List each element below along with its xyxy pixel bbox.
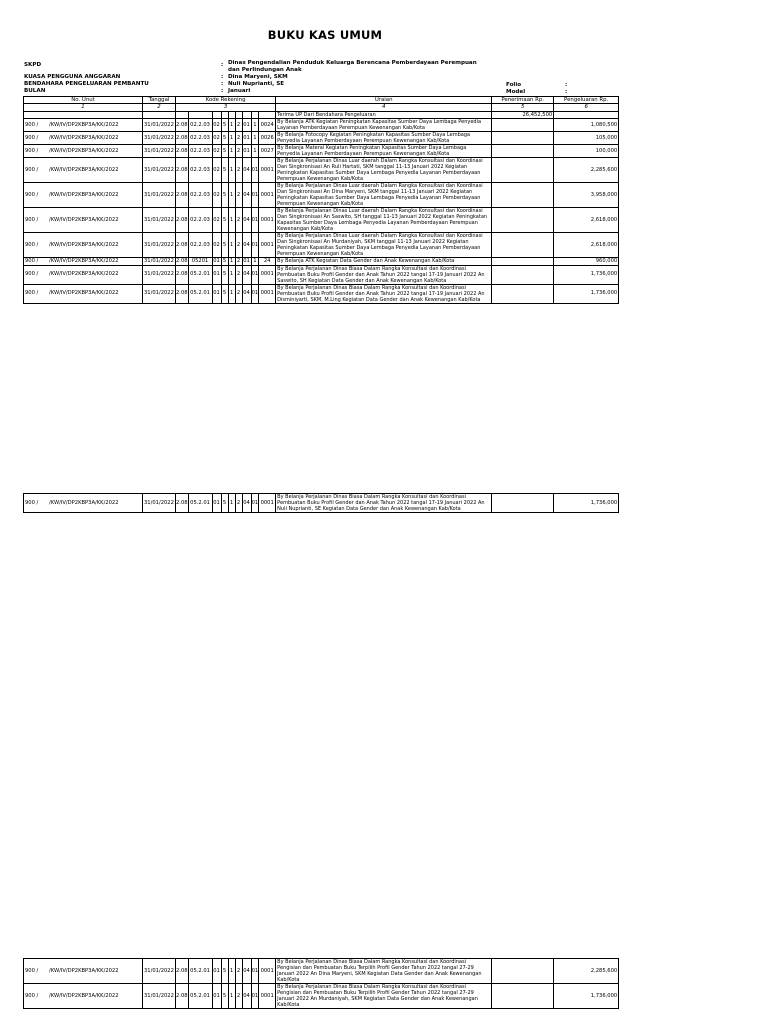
table-row	[24, 284, 619, 303]
table-row	[24, 158, 619, 183]
meta-colon: :	[221, 81, 224, 87]
cell-no-urut	[24, 494, 143, 513]
cell-kode-rekening: 01	[251, 284, 259, 303]
cell-kode-rekening: 05.2.01	[188, 984, 212, 1009]
no-urut-suffix: /KW/IV/DP2KBP3A/KK/2022	[49, 290, 119, 297]
cell-kode-rekening: 5	[221, 284, 228, 303]
cell-kode-rekening: 01	[251, 265, 259, 284]
folio-colon: :	[565, 82, 568, 88]
cell-tanggal: 31/01/2022	[143, 145, 176, 158]
no-urut-suffix: /KW/IV/DP2KBP3A/KK/2022	[49, 122, 119, 129]
cell-kode-rekening: 2.08	[176, 959, 189, 984]
table-row	[24, 494, 619, 513]
bku-table-3	[23, 958, 619, 1009]
meta-value-kpa: Dina Maryeni, SKM	[228, 74, 288, 80]
cell-kode-rekening: 04	[242, 158, 251, 183]
cell-pengeluaran: 1,736,000	[554, 284, 619, 303]
cell-kode-rekening: 1	[251, 132, 259, 145]
no-urut-suffix: /KW/IV/DP2KBP3A/KK/2022	[49, 242, 119, 249]
cell-kode-rekening: 1	[228, 984, 235, 1009]
cell-kode-rekening: 5	[222, 258, 227, 265]
cell-kode-rekening: 2.08	[176, 258, 188, 265]
cell-kode-rekening: 0027	[259, 145, 276, 158]
cell-penerimaan	[492, 265, 554, 284]
cell-uraian: By Belanja Perjalanan Dinas Luar daerah Dalam Rangka Konsultasi dan Koordinasi Dan Singkronisasi An Ruli Hartati, SKM tanggal 11-13 Januari 2022 Kegiatan Peningkatan Kapasitas Sumber Daya Lembaga Penyedia Layanan Pemberdayaan Perempuan Kewenangan Kab/Kota	[276, 158, 492, 183]
cell-pengeluaran: 1,080,500	[554, 119, 619, 132]
cell-kode-rekening: 02	[212, 183, 221, 208]
cell-kode-rekening: 2.08	[176, 183, 189, 208]
model-label: Model	[506, 89, 526, 95]
col-number: 1	[24, 104, 143, 111]
header-kode: Kode Rekening	[176, 97, 276, 104]
no-urut-prefix: 900 /	[25, 499, 39, 506]
meta-colon: :	[221, 88, 224, 94]
cell-uraian: By Belanja Materai Kegiatan Peningkatan Kapasitas Sumber Daya Lembaga Penyedia Layanan Pemberdayaan Perempuan Kewenangan Kab/Kota	[276, 145, 492, 158]
model-colon: :	[565, 89, 568, 95]
cell-kode-rekening: 2	[235, 233, 242, 258]
meta-label-bendahara: BENDAHARA PENGELUARAN PEMBANTU	[24, 81, 149, 87]
cell-pengeluaran: 105,000	[554, 132, 619, 145]
cell-kode-rekening: 02	[212, 158, 221, 183]
cell-kode-rekening: 01	[242, 132, 251, 145]
cell-kode-rekening: 01	[251, 233, 259, 258]
cell-kode-rekening: 02.2.03	[188, 119, 212, 132]
cell-kode-rekening: 2.08	[176, 284, 189, 303]
cell-kode-rekening: 02	[212, 208, 221, 233]
cell-kode-rekening: 1	[228, 145, 235, 158]
cell-no-urut	[24, 158, 143, 183]
header-tanggal: Tanggal	[143, 97, 176, 104]
table-row	[24, 111, 619, 118]
cell-no-urut	[24, 132, 143, 145]
meta-label-skpd: SKPD	[24, 62, 42, 68]
meta-value-skpd: Dinas Pengendalian Penduduk Keluarga Berencana Pemberdayaan Perempuan dan Perlindungan Anak	[228, 60, 477, 73]
table-row	[24, 132, 619, 145]
cell-kode-rekening: 02.2.03	[188, 233, 212, 258]
meta-label-kpa: KUASA PENGGUNA ANGGARAN	[24, 74, 121, 80]
cell-kode-rekening: 02	[212, 132, 221, 145]
cell-kode-rekening: 5	[221, 984, 228, 1009]
table-row	[24, 258, 619, 265]
cell-kode-rekening: 2.08	[176, 208, 189, 233]
cell-kode-rekening: 1	[228, 183, 235, 208]
cell-kode-rekening: 2	[235, 984, 242, 1009]
cell-kode-rekening: 04	[242, 494, 251, 513]
cell-kode-rekening: 2.08	[176, 265, 189, 284]
no-urut-suffix: /KW/IV/DP2KBP3A/KK/2022	[49, 992, 119, 999]
cell-uraian: By Belanja ATK Kegiatan Peningkatan Kapasitas Sumber Daya Lembaga Penyedia Layanan Pemberdayaan Perempuan Kewenangan Kab/Kota	[276, 119, 492, 132]
table-header-row	[24, 97, 619, 104]
table-row	[24, 208, 619, 233]
cell-kode-rekening: 0001	[259, 284, 276, 303]
no-urut-prefix: 900 /	[25, 167, 39, 174]
cell-kode-rekening: 01	[243, 258, 250, 265]
cell-kode-rekening: 0026	[259, 132, 276, 145]
cell-kode-rekening: 04	[242, 183, 251, 208]
no-urut-prefix: 900 /	[25, 290, 39, 297]
cell-tanggal: 31/01/2022	[143, 265, 176, 284]
cell-no-urut	[24, 984, 143, 1009]
no-urut-suffix: /KW/IV/DP2KBP3A/KK/2022	[49, 499, 119, 506]
cell-kode-rekening	[235, 111, 242, 118]
header-uraian: Uraian	[276, 97, 492, 104]
cell-kode-rekening: 01	[242, 145, 251, 158]
cell-kode-rekening: 0001	[259, 265, 276, 284]
cell-pengeluaran: 2,285,600	[554, 158, 619, 183]
cell-penerimaan: 26,452,500	[492, 111, 554, 118]
cell-kode-rekening: 02.2.03	[188, 145, 212, 158]
cell-kode-rekening: 04	[242, 265, 251, 284]
cell-kode-rekening: 1	[228, 494, 235, 513]
col-number: 5	[492, 104, 554, 111]
cell-pengeluaran: 1,736,000	[554, 265, 619, 284]
cell-uraian: By Belanja Perjalanan Dinas Luar daerah Dalam Rangka Konsultasi dan Koordinasi Dan Singkronisasi An Murdaniyah, SKM tanggal 11-13 Januari 2022 Kegiatan Peningkatan Kapasitas Sumber Daya Lembaga Penyedia Layanan Pemberdayaan Perempuan Kewenangan Kab/Kota	[276, 233, 492, 258]
cell-kode-rekening: 1	[228, 132, 235, 145]
cell-kode-rekening: 01	[212, 265, 221, 284]
cell-no-urut	[24, 284, 143, 303]
cell-kode-rekening: 2	[235, 208, 242, 233]
cell-uraian: Terima UP Dari Bendahara Pengeluaran	[276, 111, 492, 118]
cell-tanggal: 31/01/2022	[143, 284, 176, 303]
cell-kode-rekening: 02.2.03	[188, 208, 212, 233]
cell-kode-rekening	[228, 111, 235, 118]
cell-penerimaan	[492, 959, 554, 984]
cell-kode-rekening: 1	[251, 258, 259, 265]
cell-kode-rekening: 01	[212, 984, 221, 1009]
cell-pengeluaran: 3,958,000	[554, 183, 619, 208]
header-no: No. Unut	[24, 97, 143, 104]
col-number: 4	[276, 104, 492, 111]
cell-kode-rekening	[176, 111, 189, 118]
cell-kode-rekening: 0001	[259, 183, 276, 208]
cell-kode-rekening: 1	[251, 145, 259, 158]
cell-pengeluaran: 2,618,000	[554, 208, 619, 233]
folio-label: Folio	[506, 82, 522, 88]
no-urut-prefix: 900 /	[25, 135, 39, 142]
cell-kode-rekening: 01	[212, 959, 221, 984]
cell-tanggal: 31/01/2022	[143, 233, 176, 258]
meta-label-bulan: BULAN	[24, 88, 46, 94]
cell-penerimaan	[492, 145, 554, 158]
cell-tanggal: 31/01/2022	[143, 984, 176, 1009]
cell-uraian: By Belanja Perjalanan Dinas Luar daerah Dalam Rangka Konsultasi dan Koordinasi Dan Singkronisasi An Dina Maryeni, SKM tanggal 11-13 Januari 2022 Kegiatan Peningkatan Kapasitas Sumber Daya Lembaga Penyedia Layanan Pemberdayaan Perempuan Kewenangan Kab/Kota	[276, 183, 492, 208]
no-urut-suffix: /KW/IV/DP2KBP3A/KK/2022	[49, 258, 119, 265]
cell-kode-rekening: 05.2.01	[188, 265, 212, 284]
cell-kode-rekening: 04	[242, 959, 251, 984]
cell-kode-rekening: 2	[235, 132, 242, 145]
cell-kode-rekening: 2	[235, 284, 242, 303]
cell-kode-rekening: 2	[235, 158, 242, 183]
no-urut-prefix: 900 /	[25, 192, 39, 199]
cell-kode-rekening: 01	[212, 284, 221, 303]
cell-kode-rekening: 2.08	[176, 494, 189, 513]
table-row	[24, 959, 619, 984]
cell-kode-rekening: 5	[221, 233, 228, 258]
cell-uraian: By Belanja ATK Kegiatan Data Gender dan Anak Kewenangan Kab/Kota	[276, 258, 492, 265]
cell-kode-rekening: 5	[221, 145, 228, 158]
meta-colon: :	[221, 62, 224, 68]
cell-kode-rekening: 1	[228, 119, 235, 132]
cell-penerimaan	[492, 258, 554, 265]
cell-penerimaan	[492, 494, 554, 513]
cell-pengeluaran: 960,000	[554, 258, 619, 265]
cell-kode-rekening: 05201	[188, 258, 212, 265]
meta-value-bulan: Januari	[228, 88, 251, 94]
cell-tanggal: 31/01/2022	[143, 208, 176, 233]
header-penerimaan: Penerimaan Rp.	[492, 97, 554, 104]
no-urut-suffix: /KW/IV/DP2KBP3A/KK/2022	[49, 967, 119, 974]
cell-kode-rekening: 01	[212, 494, 221, 513]
cell-no-urut	[24, 233, 143, 258]
meta-colon: :	[221, 74, 224, 80]
cell-penerimaan	[492, 132, 554, 145]
cell-kode-rekening: 2.08	[176, 158, 189, 183]
cell-tanggal: 31/01/2022	[143, 158, 176, 183]
cell-kode-rekening: 1	[228, 208, 235, 233]
no-urut-prefix: 900 /	[25, 258, 39, 265]
cell-kode-rekening: 1	[251, 119, 259, 132]
cell-kode-rekening: 0001	[259, 233, 276, 258]
cell-kode-rekening: 2	[235, 145, 242, 158]
cell-tanggal: 31/01/2022	[143, 494, 176, 513]
cell-no-urut	[24, 208, 143, 233]
cell-kode-rekening: 5	[221, 494, 228, 513]
cell-kode-rekening: 0001	[259, 208, 276, 233]
cell-pengeluaran: 2,618,000	[554, 233, 619, 258]
cell-uraian: By Belanja Perjalanan Dinas Luar daerah Dalam Rangka Konsultasi dan Koordinasi Dan Singkronisasi An Saswito, SH tanggal 11-13 Januari 2022 Kegiatan Peningkatan Kapasitas Sumber Daya Lembaga Penyedia Layanan Pemberdayaan Perempuan Kewenangan Kab/Kota	[276, 208, 492, 233]
cell-kode-rekening: 01	[251, 158, 259, 183]
cell-kode-rekening: 2.08	[176, 145, 189, 158]
cell-penerimaan	[492, 158, 554, 183]
no-urut-suffix: /KW/IV/DP2KBP3A/KK/2022	[49, 217, 119, 224]
cell-kode-rekening: 02	[212, 145, 221, 158]
cell-kode-rekening: 5	[221, 183, 228, 208]
cell-kode-rekening: 2	[235, 119, 242, 132]
cell-pengeluaran: 100,000	[554, 145, 619, 158]
no-urut-prefix: 900 /	[25, 992, 39, 999]
no-urut-prefix: 900 /	[25, 242, 39, 249]
cell-kode-rekening: 1	[228, 158, 235, 183]
cell-no-urut	[24, 959, 143, 984]
cell-kode-rekening	[188, 111, 212, 118]
cell-kode-rekening: 2	[235, 183, 242, 208]
table-row	[24, 265, 619, 284]
cell-kode-rekening: 5	[221, 265, 228, 284]
cell-tanggal: 31/01/2022	[143, 119, 176, 132]
cell-tanggal: 31/01/2022	[143, 132, 176, 145]
cell-kode-rekening: 5	[221, 208, 228, 233]
no-urut-suffix: /KW/IV/DP2KBP3A/KK/2022	[49, 135, 119, 142]
bku-table-2	[23, 493, 619, 513]
cell-no-urut	[24, 265, 143, 284]
col-number: 2	[143, 104, 176, 111]
table-row	[24, 233, 619, 258]
cell-penerimaan	[492, 984, 554, 1009]
header-pengeluaran: Pengeluaran Rp.	[554, 97, 619, 104]
no-urut-suffix: /KW/IV/DP2KBP3A/KK/2022	[49, 148, 119, 155]
cell-kode-rekening: 2.08	[176, 984, 189, 1009]
cell-kode-rekening: 2.08	[176, 233, 189, 258]
cell-kode-rekening: 02	[212, 119, 221, 132]
table-row	[24, 183, 619, 208]
cell-kode-rekening: 2.08	[176, 119, 189, 132]
cell-kode-rekening: 04	[242, 233, 251, 258]
no-urut-prefix: 900 /	[25, 967, 39, 974]
cell-kode-rekening: 01	[213, 258, 220, 265]
cell-kode-rekening: 2	[235, 959, 242, 984]
cell-kode-rekening: 1	[228, 233, 235, 258]
cell-uraian: By Belanja Perjalanan Dinas Biasa Dalam Rangka Konsultasi dan Koordinasi Pengisian dan Pembuatan Buku Terpilih Profil Gender Tahun 2022 tangal 27-29 Januari 2022 An Dina Maryeni, SKM Kegiatan Data Gender dan Anak Kewenangan Kab/Kota	[276, 959, 492, 984]
bku-table-1	[23, 96, 619, 304]
cell-kode-rekening: 2	[235, 265, 242, 284]
table-row	[24, 984, 619, 1009]
cell-kode-rekening: 01	[251, 208, 259, 233]
cell-pengeluaran: 2,285,600	[554, 959, 619, 984]
no-urut-suffix: /KW/IV/DP2KBP3A/KK/2022	[49, 271, 119, 278]
cell-no-urut	[24, 119, 143, 132]
cell-kode-rekening: 5	[221, 959, 228, 984]
cell-penerimaan	[492, 233, 554, 258]
no-urut-prefix: 900 /	[25, 148, 39, 155]
cell-kode-rekening: 04	[242, 208, 251, 233]
cell-tanggal: 31/01/2022	[143, 959, 176, 984]
cell-kode-rekening: 5	[221, 158, 228, 183]
cell-tanggal: 31/01/2022	[144, 258, 174, 265]
cell-no-urut	[24, 145, 143, 158]
cell-penerimaan	[492, 284, 554, 303]
cell-uraian: By Belanja Perjalanan Dinas Biasa Dalam Rangka Konsultasi dan Koordinasi Pembuatan Buku Profil Gender dan Anak Tahun 2022 tangal 17-19 Januari 2022 An Disminiyarti, SKM, M.Ling Kegiatan Data Gender dan Anak Kewenangan Kab/Kota	[276, 284, 492, 303]
cell-uraian: By Belanja Perjalanan Dinas Biasa Dalam Rangka Konsultasi dan Koordinasi Pengisian dan Pembuatan Buku Terpilih Profil Gender Tahun 2022 tangal 27-29 Januari 2022 An Murdaniyah, SKM Kegiatan Data Gender dan Anak Kewenangan Kab/Kota	[276, 984, 492, 1009]
cell-pengeluaran: 1,736,000	[554, 984, 619, 1009]
column-number-row	[24, 104, 619, 111]
cell-penerimaan	[492, 119, 554, 132]
col-number: 6	[554, 104, 619, 111]
cell-penerimaan	[492, 208, 554, 233]
cell-no-urut	[24, 258, 143, 265]
cell-kode-rekening: 0024	[259, 119, 276, 132]
cell-pengeluaran	[554, 111, 619, 118]
cell-kode-rekening: 05.2.01	[188, 494, 212, 513]
cell-kode-rekening: 02.2.03	[188, 183, 212, 208]
cell-kode-rekening: 01	[251, 984, 259, 1009]
cell-kode-rekening: 01	[251, 494, 259, 513]
cell-kode-rekening: 05.2.01	[188, 284, 212, 303]
cell-kode-rekening: 02	[212, 233, 221, 258]
no-urut-prefix: 900 /	[25, 271, 39, 278]
cell-kode-rekening: 24	[259, 258, 276, 265]
cell-uraian: By Belanja Perjalanan Dinas Biasa Dalam Rangka Konsultasi dan Koordinasi Pembuatan Buku Profil Gender dan Anak Tahun 2022 tangal 17-19 Januari 2022 An Saswito, SH Kegiatan Data Gender dan Anak Kewenangan Kab/Kota	[276, 265, 492, 284]
cell-no-urut	[24, 111, 143, 118]
cell-kode-rekening	[259, 111, 276, 118]
cell-kode-rekening: 0001	[259, 984, 276, 1009]
cell-uraian: By Belanja Fotocopy Kegiatan Peningkatan Kapasitas Sumber Daya Lembaga Penyedia Layanan Pemberdayaan Perempuan Kewenangan Kab/Kota	[276, 132, 492, 145]
cell-tanggal	[143, 111, 176, 118]
cell-penerimaan	[492, 183, 554, 208]
cell-kode-rekening: 01	[251, 959, 259, 984]
no-urut-prefix: 900 /	[25, 217, 39, 224]
table-row	[24, 119, 619, 132]
cell-kode-rekening: 02.2.03	[188, 158, 212, 183]
cell-kode-rekening: 1	[229, 258, 234, 265]
no-urut-prefix: 900 /	[25, 122, 39, 129]
cell-kode-rekening	[221, 111, 228, 118]
cell-kode-rekening: 01	[242, 119, 251, 132]
cell-kode-rekening	[251, 111, 259, 118]
cell-kode-rekening: 1	[228, 284, 235, 303]
cell-kode-rekening	[242, 111, 251, 118]
cell-kode-rekening: 05.2.01	[188, 959, 212, 984]
cell-kode-rekening: 0001	[259, 494, 276, 513]
col-number: 3	[176, 104, 276, 111]
cell-kode-rekening: 01	[251, 183, 259, 208]
cell-kode-rekening: 5	[221, 119, 228, 132]
cell-kode-rekening: 1	[228, 959, 235, 984]
no-urut-suffix: /KW/IV/DP2KBP3A/KK/2022	[49, 167, 119, 174]
cell-pengeluaran: 1,736,000	[554, 494, 619, 513]
no-urut-suffix: /KW/IV/DP2KBP3A/KK/2022	[49, 192, 119, 199]
cell-kode-rekening	[212, 111, 221, 118]
cell-no-urut	[24, 183, 143, 208]
cell-kode-rekening: 2.08	[176, 132, 189, 145]
page-title: BUKU KAS UMUM	[267, 28, 383, 42]
cell-uraian: By Belanja Perjalanan Dinas Biasa Dalam Rangka Konsultasi dan Koordinasi Pembuatan Buku Profil Gender dan Anak Tahun 2022 tangal 17-19 Januari 2022 An Nuli Nuprianti, SE Kegiatan Data Gender dan Anak Kewenangan Kab/Kota	[276, 494, 492, 513]
cell-kode-rekening: 2	[235, 494, 242, 513]
cell-kode-rekening: 2	[236, 258, 241, 265]
cell-kode-rekening: 5	[221, 132, 228, 145]
cell-kode-rekening: 0001	[259, 959, 276, 984]
cell-kode-rekening: 0001	[259, 158, 276, 183]
cell-tanggal: 31/01/2022	[143, 183, 176, 208]
cell-kode-rekening: 04	[242, 284, 251, 303]
cell-kode-rekening: 04	[242, 984, 251, 1009]
meta-value-bendahara: Nuli Nuprianti, SE	[228, 81, 285, 87]
table-row	[24, 145, 619, 158]
cell-kode-rekening: 02.2.03	[188, 132, 212, 145]
cell-kode-rekening: 1	[228, 265, 235, 284]
